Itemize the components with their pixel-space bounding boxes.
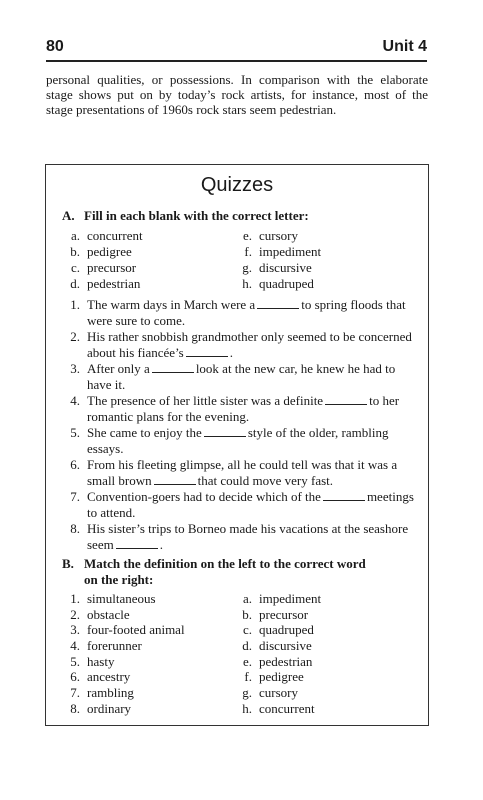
answer-blank[interactable] [186, 347, 228, 357]
question-item [62, 489, 414, 521]
question-text: The warm days in March were a [87, 297, 256, 312]
intro-line: personal qualities, or possessions. In comparison with the elaborate [46, 72, 428, 87]
match-row [62, 669, 392, 685]
question-text: meetings to attend. [87, 489, 414, 520]
section-b-letter: B. [62, 556, 74, 571]
question-text: His sister’s trips to Borneo made his vacations at the seashore seem [87, 521, 409, 552]
question-item [62, 521, 414, 553]
definition-number: 5. [70, 653, 80, 669]
definition-text: simultaneous [87, 591, 156, 606]
section-b-heading [62, 556, 366, 588]
definition-text: obstacle [87, 606, 130, 622]
match-row [62, 607, 392, 623]
question-text: . [159, 537, 163, 552]
word-letter: a. [242, 591, 252, 606]
choice-letter: g. [242, 260, 252, 275]
match-row [62, 638, 392, 654]
word-text: quadruped [259, 622, 314, 638]
choice-letter: a. [70, 228, 80, 243]
question-number: 8. [70, 521, 80, 536]
definition-number: 1. [70, 591, 80, 606]
answer-blank[interactable] [323, 491, 365, 501]
definition-text: four-footed animal [87, 622, 185, 638]
question-number: 3. [70, 361, 80, 376]
question-text: to spring floods that were sure to come. [87, 297, 406, 328]
section-a-instruction: Fill in each blank with the correct letter: [84, 208, 309, 223]
choice-word: precursor [87, 260, 137, 275]
word-letter: c. [242, 622, 252, 638]
section-b-instruction [84, 556, 366, 588]
answer-blank[interactable] [204, 427, 246, 437]
question-item [62, 297, 414, 329]
question-text: . [229, 345, 233, 360]
question-item [62, 425, 414, 457]
word-text: discursive [259, 638, 312, 654]
section-b-instruction-line: Match the definition on the left to the correct word [84, 556, 366, 571]
definition-text: forerunner [87, 638, 142, 654]
definition-number: 2. [70, 606, 80, 622]
choice-word: discursive [259, 260, 312, 275]
question-number: 7. [70, 489, 80, 504]
definition-text: rambling [87, 685, 134, 701]
answer-blank[interactable] [152, 363, 194, 373]
question-text: look at the new car, he knew he had to have it. [87, 361, 396, 392]
question-text: From his fleeting glimpse, all he could tell was that it was a small brown [87, 457, 398, 488]
choice-letter: e. [242, 228, 252, 243]
word-text: impediment [259, 591, 322, 606]
word-text: pedestrian [259, 653, 313, 669]
quiz-box [45, 164, 429, 726]
question-item [62, 329, 414, 361]
question-number: 6. [70, 457, 80, 472]
choice-word: pedigree [87, 244, 132, 259]
question-number: 2. [70, 329, 80, 344]
match-row [62, 622, 392, 638]
word-letter: d. [242, 638, 252, 654]
answer-blank[interactable] [257, 299, 299, 309]
question-item [62, 361, 414, 393]
choice-word: cursory [259, 228, 298, 243]
word-letter: h. [242, 700, 252, 716]
question-number: 1. [70, 297, 80, 312]
answer-blank[interactable] [116, 539, 158, 549]
section-a-questions [62, 297, 414, 553]
unit-label: Unit 4 [382, 38, 427, 55]
choice-word: pedestrian [87, 276, 141, 291]
definition-number: 4. [70, 638, 80, 654]
word-letter: g. [242, 685, 252, 701]
answer-blank[interactable] [325, 395, 367, 405]
definition-number: 7. [70, 685, 80, 701]
choice-word: quadruped [259, 276, 314, 291]
intro-line: stage presentations of 1960s rock stars seem pedestrian. [46, 102, 337, 117]
question-text: style of the older, rambling essays. [87, 425, 389, 456]
match-row [62, 685, 392, 701]
choice-word: impediment [259, 244, 322, 259]
page-header [46, 36, 427, 62]
choice-letter: h. [242, 276, 252, 291]
section-a-letter: A. [62, 208, 75, 223]
choice-letter: d. [70, 276, 80, 291]
definition-text: ordinary [87, 700, 132, 716]
word-text: concurrent [259, 700, 315, 716]
definition-number: 8. [70, 700, 80, 716]
question-text: that could move very fast. [197, 473, 334, 488]
definition-text: ancestry [87, 669, 131, 685]
question-text: She came to enjoy the [87, 425, 202, 440]
match-row [62, 701, 392, 717]
word-letter: b. [242, 606, 252, 622]
question-item [62, 393, 414, 425]
question-item [62, 457, 414, 489]
section-b-match-list [62, 591, 392, 717]
word-letter: f. [244, 669, 252, 685]
question-text: Convention-goers had to decide which of the [87, 489, 321, 504]
match-row [62, 591, 392, 607]
question-text: to her romantic plans for the evening. [87, 393, 400, 424]
choice-letter: c. [70, 260, 80, 275]
word-text: precursor [259, 606, 309, 622]
page-number: 80 [46, 38, 64, 55]
definition-text: hasty [87, 653, 115, 669]
choice-letter: b. [70, 244, 80, 259]
intro-paragraph [46, 72, 428, 117]
section-b-instruction-line: on the right: [84, 572, 154, 587]
word-text: pedigree [259, 669, 304, 685]
word-letter: e. [242, 653, 252, 669]
match-row [62, 654, 392, 670]
section-a-heading [62, 208, 309, 224]
definition-number: 6. [70, 669, 80, 685]
intro-line: stage shows put on by today’s rock artists, for instance, most of the [46, 87, 428, 102]
choice-word: concurrent [87, 228, 143, 243]
question-text: The presence of her little sister was a definite [87, 393, 324, 408]
word-text: cursory [259, 685, 298, 701]
quiz-title: Quizzes [200, 174, 274, 196]
question-text: After only a [87, 361, 150, 376]
definition-number: 3. [70, 622, 80, 638]
question-number: 4. [70, 393, 80, 408]
question-text: His rather snobbish grandmother only seemed to be concerned about his fiancée’s [87, 329, 412, 360]
answer-blank[interactable] [154, 475, 196, 485]
question-number: 5. [70, 425, 80, 440]
choice-letter: f. [244, 244, 252, 259]
